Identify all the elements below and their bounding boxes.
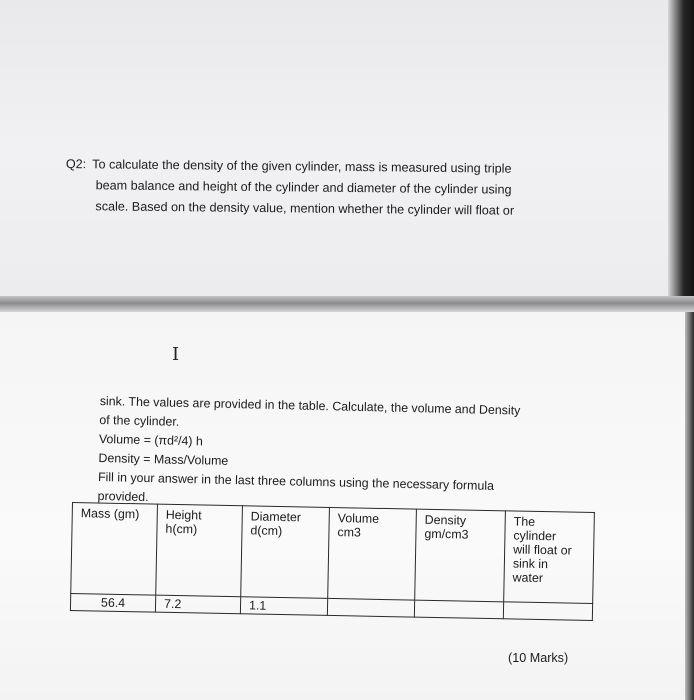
header-density: Density gm/cm3	[415, 509, 506, 602]
cell-mass: 56.4	[70, 593, 155, 612]
continuation-line-1: sink. The values are provided in the table. Calculate, the volume and Density	[99, 393, 521, 418]
dark-edge-lower	[685, 312, 694, 700]
question-line-1: Q2: To calculate the density of the given cylinder, mass is measured using triple	[65, 156, 512, 176]
volume-formula: Volume = (πd²/4) h	[98, 431, 204, 449]
continuation-line-2: of the cylinder.	[99, 412, 180, 429]
header-diameter: Diameter d(cm)	[241, 506, 330, 599]
question-line-2: beam balance and height of the cylinder and diameter of the cylinder using	[95, 178, 512, 197]
data-table-wrapper	[70, 502, 595, 621]
cell-volume[interactable]	[327, 598, 414, 617]
header-volume: Volume cm3	[328, 507, 417, 600]
question-line-3: scale. Based on the density value, mention whether the cylinder will float or	[95, 199, 515, 218]
cell-height: 7.2	[155, 595, 240, 614]
fill-instruction-2: provided.	[97, 488, 149, 505]
data-table	[70, 502, 595, 621]
fill-instruction: Fill in your answer in the last three columns using the necessary formula	[97, 469, 495, 493]
density-formula: Density = Mass/Volume	[98, 450, 229, 468]
question-label: Q2:	[65, 156, 87, 172]
header-height: Height h(cm)	[156, 504, 243, 597]
table-header-row	[71, 503, 595, 604]
header-float-sink: The cylinder will float or sink in water	[504, 511, 595, 604]
marks-label: (10 Marks)	[508, 651, 569, 665]
page-top	[0, 0, 694, 300]
cell-float-sink[interactable]	[503, 602, 592, 621]
header-mass: Mass (gm)	[71, 503, 158, 596]
dark-edge	[668, 0, 694, 300]
question-text	[65, 154, 626, 223]
continuation-text	[97, 392, 599, 517]
cell-diameter: 1.1	[240, 597, 327, 616]
text-cursor-icon: I	[172, 344, 180, 365]
cell-density[interactable]	[414, 600, 503, 619]
